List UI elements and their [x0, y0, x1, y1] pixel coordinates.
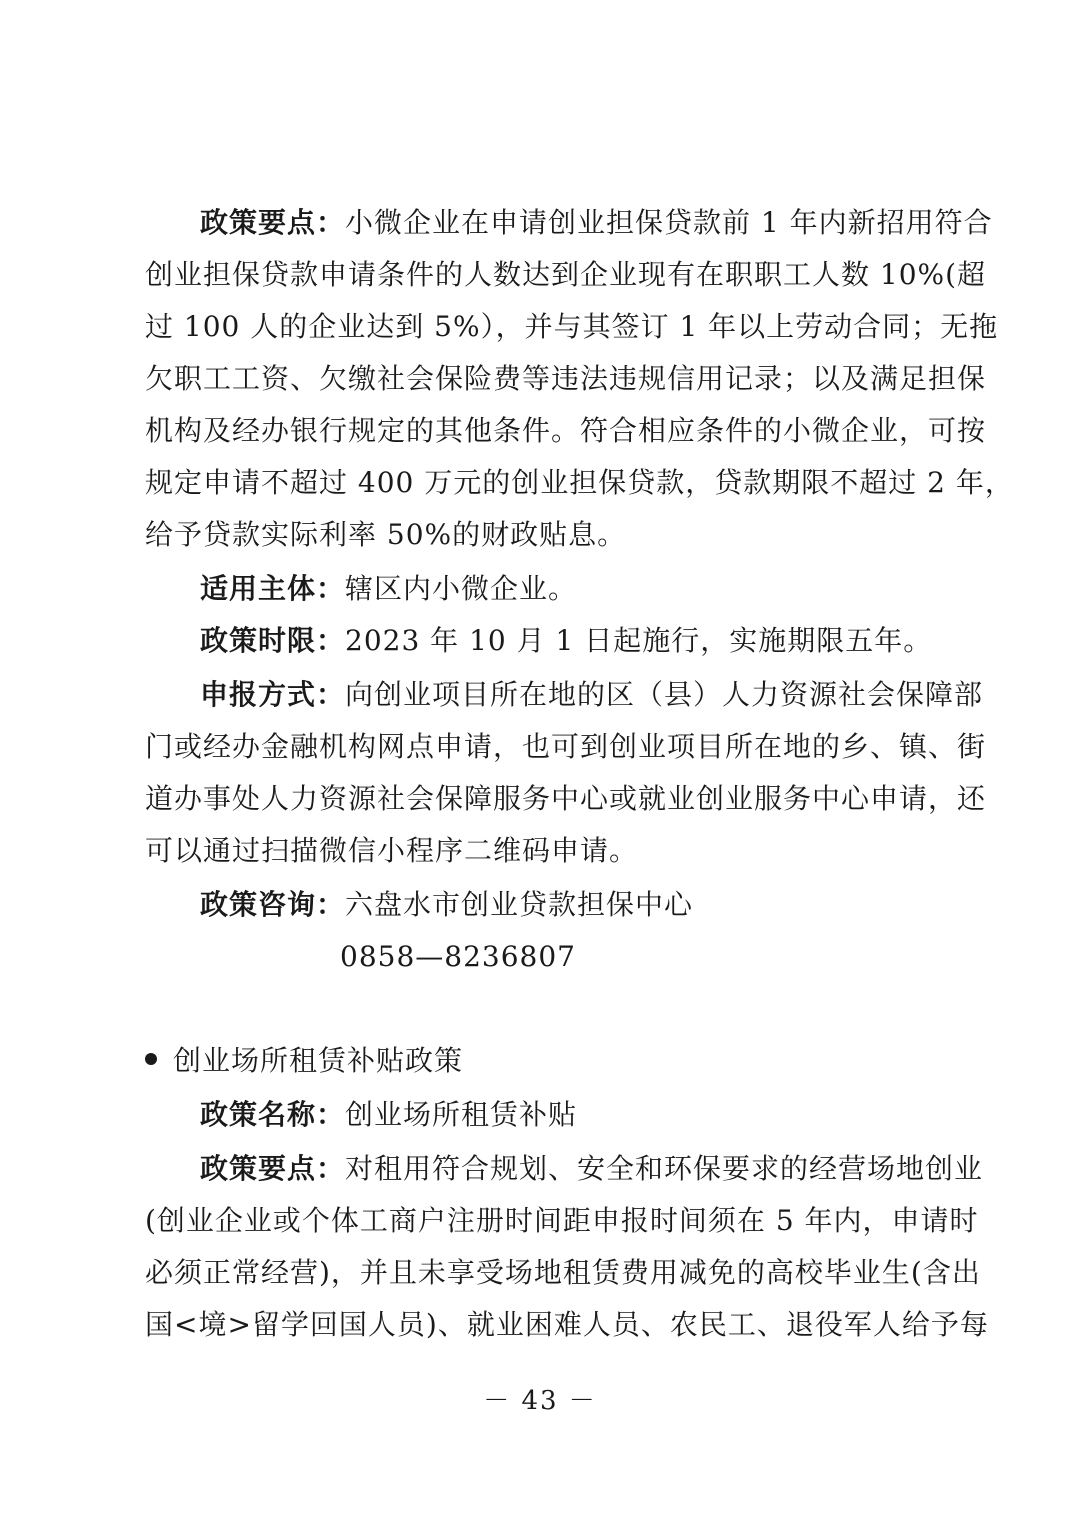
section-title-text: 创业场所租赁补贴政策 [173, 1044, 464, 1077]
policy-points-line-7: 给予贷款实际利率 50%的财政贴息。 [145, 518, 627, 551]
policy-name-text: 创业场所租赁补贴 [345, 1098, 578, 1131]
applicable-subject-label: 适用主体： [200, 572, 346, 605]
policy-period-text: 2023 年 10 月 1 日起施行，实施期限五年。 [345, 624, 933, 657]
policy-name-label: 政策名称： [200, 1098, 346, 1131]
section2-points-label: 政策要点： [200, 1152, 346, 1185]
apply-method-label: 申报方式： [200, 678, 346, 711]
policy-points-line-4: 欠职工工资、欠缴社会保险费等违法违规信用记录；以及满足担保 [145, 362, 987, 395]
policy-name [200, 1097, 945, 1133]
section2-points-line-2: (创业企业或个体工商户注册时间距申报时间须在 5 年内，申请时 [145, 1204, 979, 1237]
section2-points-line-3: 必须正常经营)，并且未享受场地租赁费用减免的高校毕业生(含出 [145, 1256, 981, 1289]
policy-points-line-3: 过 100 人的企业达到 5%），并与其签订 1 年以上劳动合同；无拖 [145, 310, 999, 343]
section2-points-line-1: 政策要点：对租用符合规划、安全和环保要求的经营场地创业 [200, 1152, 984, 1185]
policy-period-label: 政策时限： [200, 624, 346, 657]
applicable-subject [200, 571, 945, 607]
page-number: － 43 － [483, 1386, 597, 1416]
policy-points-line-6: 规定申请不超过 400 万元的创业担保贷款，贷款期限不超过 2 年， [145, 466, 1014, 499]
apply-method-line-2: 门或经办金融机构网点申请，也可到创业项目所在地的乡、镇、街 [145, 730, 987, 763]
policy-consult-phone: 0858—8236807 [340, 940, 576, 973]
policy-consult [200, 887, 945, 923]
policy-consult-org: 六盘水市创业贷款担保中心 [345, 888, 694, 921]
policy-period [200, 623, 945, 659]
apply-method-line-4: 可以通过扫描微信小程序二维码申请。 [145, 834, 639, 867]
bullet-dot-icon [145, 1053, 157, 1065]
policy-points-label: 政策要点： [200, 206, 346, 239]
policy-points-line-5: 机构及经办银行规定的其他条件。符合相应条件的小微企业，可按 [145, 414, 987, 447]
policy-consult-label: 政策咨询： [200, 888, 346, 921]
policy-points-line-2: 创业担保贷款申请条件的人数达到企业现有在职职工人数 10%(超 [145, 258, 987, 291]
policy-points-line-1: 政策要点：小微企业在申请创业担保贷款前 1 年内新招用符合 [200, 206, 993, 239]
section-title [145, 1043, 463, 1079]
apply-method-line-3: 道办事处人力资源社会保障服务中心或就业创业服务中心申请，还 [145, 782, 987, 815]
applicable-subject-text: 辖区内小微企业。 [345, 572, 578, 605]
section2-points-line-4: 国<境>留学回国人员)、就业困难人员、农民工、退役军人给予每 [145, 1308, 989, 1341]
apply-method-line-1: 申报方式：向创业项目所在地的区（县）人力资源社会保障部 [200, 678, 984, 711]
